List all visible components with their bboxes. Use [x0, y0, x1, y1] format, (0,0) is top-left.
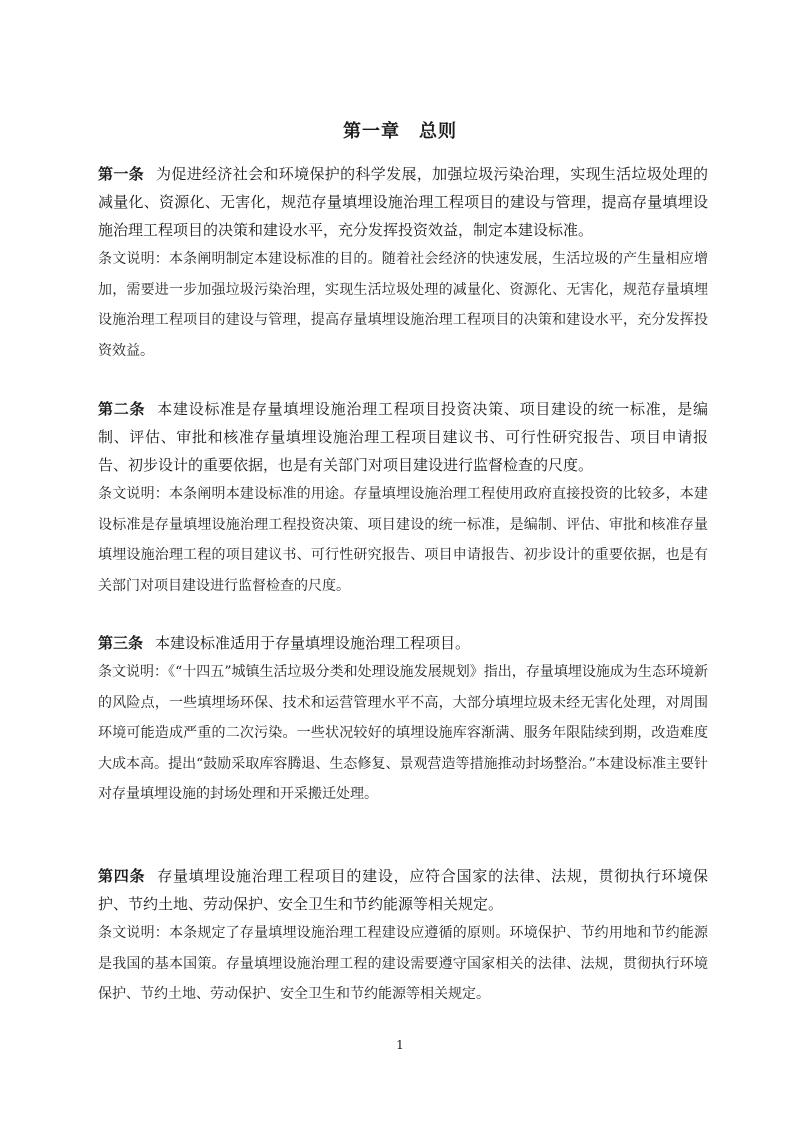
article-label: 第一条 — [98, 165, 145, 183]
article-text — [98, 160, 708, 244]
article-text — [98, 395, 708, 479]
chapter-title: 第一章 总则 — [343, 121, 457, 142]
article-explanation: 条文说明：本条规定了存量填埋设施治理工程建设应遵循的原则。环境保护、节约用地和节约能源是我国的基本国策。存量填埋设施治理工程的建设需要遵守国家相关的法律、法规，贯彻执行环境保护、节约土地、劳动保护、安全卫生和节约能源等相关规定。 — [98, 925, 708, 1002]
article-4 — [98, 862, 708, 1010]
article-1 — [98, 160, 708, 366]
article-explanation: 条文说明：本条阐明制定本建设标准的目的。随着社会经济的快速发展，生活垃圾的产生量相应增加，需要进一步加强垃圾污染治理，实现生活垃圾处理的减量化、资源化、无害化，规范存量填埋设施治理工程项目的建设与管理，提高存量填埋设施治理工程项目的决策和建设水平，充分发挥投资效益。 — [98, 251, 708, 359]
article-2 — [98, 395, 708, 601]
article-body: 本建设标准适用于存量填埋设施治理工程项目。 — [155, 634, 471, 652]
article-body: 为促进经济社会和环境保护的科学发展，加强垃圾污染治理，实现生活垃圾处理的减量化、资源化、无害化，规范存量填埋设施治理工程项目的建设与管理，提高存量填埋设施治理工程项目的决策和建设水平，充分发挥投资效益，制定本建设标准。 — [98, 165, 708, 239]
article-body: 本建设标准是存量填埋设施治理工程项目投资决策、项目建设的统一标准，是编制、评估、审批和核准存量填埋设施治理工程项目建议书、可行性研究报告、项目申请报告、初步设计的重要依据，也是有关部门对项目建设进行监督检查的尺度。 — [98, 400, 708, 474]
article-text — [98, 629, 708, 657]
article-label: 第三条 — [98, 634, 144, 652]
article-explanation: 条文说明：本条阐明本建设标准的用途。存量填埋设施治理工程使用政府直接投资的比较多，本建设标准是存量填埋设施治理工程投资决策、项目建设的统一标准，是编制、评估、审批和核准存量填埋设施治理工程的项目建议书、可行性研究报告、项目申请报告、初步设计的重要依据，也是有关部门对项目建设进行监督检查的尺度。 — [98, 486, 708, 594]
article-label: 第二条 — [98, 400, 146, 418]
page-number: 1 — [396, 1038, 404, 1052]
article-label: 第四条 — [98, 867, 146, 885]
article-text — [98, 862, 708, 918]
article-explanation: 条文说明：《“十四五”城镇生活垃圾分类和处理设施发展规划》指出，存量填埋设施成为生态环境新的风险点，一些填埋场环保、技术和运营管理水平不高，大部分填埋垃圾未经无害化处理，对周围环境可能造成严重的二次污染。一些状况较好的填埋设施库容渐满、服务年限陆续到期，改造难度大成本高。提出“鼓励采取库容腾退、生态修复、景观营造等措施推动封场整治。”本建设标准主要针对存量填埋设施的封场处理和开采搬迁处理。 — [98, 664, 708, 802]
article-body: 存量填埋设施治理工程项目的建设，应符合国家的法律、法规，贯彻执行环境保护、节约土地、劳动保护、安全卫生和节约能源等相关规定。 — [98, 867, 708, 913]
article-3 — [98, 629, 708, 810]
